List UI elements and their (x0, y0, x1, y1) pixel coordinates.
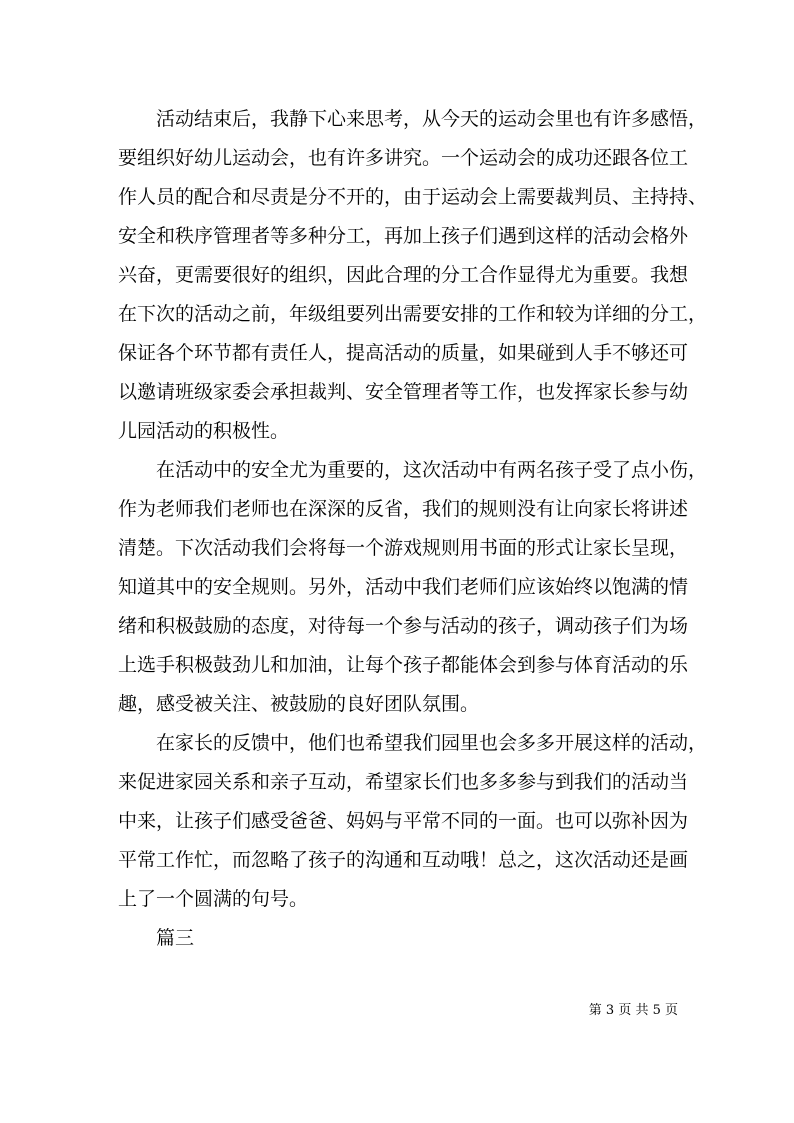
text-line: 上了一个圆满的句号。 (118, 888, 309, 910)
text-line: 安全和秩序管理者等多种分工，再加上孩子们遇到这样的活动会格外 (118, 225, 689, 247)
text-line: 知道其中的安全规则。另外，活动中我们老师们应该始终以饱满的情 (118, 576, 689, 598)
text-line: 兴奋，更需要很好的组织，因此合理的分工合作显得尤为重要。我想 (118, 264, 689, 286)
text-line: 中来，让孩子们感受爸爸、妈妈与平常不同的一面。也可以弥补因为 (118, 810, 689, 832)
text-line: 以邀请班级家委会承担裁判、安全管理者等工作，也发挥家长参与幼 (118, 381, 689, 403)
text-line: 平常工作忙，而忽略了孩子的沟通和互动哦！总之，这次活动还是画 (118, 849, 689, 871)
text-line: 在下次的活动之前，年级组要列出需要安排的工作和较为详细的分工， (118, 303, 708, 325)
text-line: 清楚。下次活动我们会将每一个游戏规则用书面的形式让家长呈现， (118, 537, 689, 559)
text-line: 作人员的配合和尽责是分不开的，由于运动会上需要裁判员、主持持、 (118, 186, 708, 208)
text-line: 在活动中的安全尤为重要的，这次活动中有两名孩子受了点小伤， (156, 459, 708, 481)
text-line: 在家长的反馈中，他们也希望我们园里也会多多开展这样的活动， (156, 732, 708, 754)
page-number: 第 3 页 共 5 页 (588, 1003, 678, 1018)
text-line: 作为老师我们老师也在深深的反省，我们的规则没有让向家长将讲述 (118, 498, 689, 520)
text-line: 上选手积极鼓劲儿和加油，让每个孩子都能体会到参与体育活动的乐 (118, 654, 689, 676)
section-heading: 篇三 (156, 927, 195, 949)
text-line: 保证各个环节都有责任人，提高活动的质量，如果碰到人手不够还可 (118, 342, 689, 364)
text-line: 儿园活动的积极性。 (118, 420, 290, 442)
text-line: 来促进家园关系和亲子互动，希望家长们也多多参与到我们的活动当 (118, 771, 689, 793)
text-line: 活动结束后，我静下心来思考，从今天的运动会里也有许多感悟， (156, 108, 708, 130)
text-line: 要组织好幼儿运动会，也有许多讲究。一个运动会的成功还跟各位工 (118, 147, 689, 169)
text-line: 绪和积极鼓励的态度，对待每一个参与活动的孩子，调动孩子们为场 (118, 615, 689, 637)
text-line: 趣，感受被关注、被鼓励的良好团队氛围。 (118, 693, 480, 715)
